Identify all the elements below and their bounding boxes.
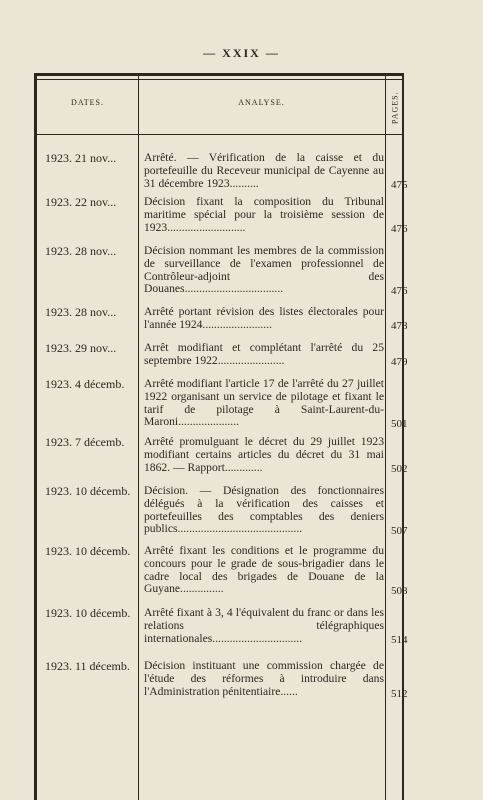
row-date: 1923. 11 décemb.: [45, 659, 130, 673]
row-analysis: Arrêt modifiant et complétant l'arrêté du 25 septembre 1922.......................: [144, 341, 384, 367]
row-date: 1923. 7 décemb.: [45, 435, 125, 449]
row-date: 1923. 21 nov...: [45, 151, 117, 165]
column-header-analyse: ANALYSE.: [238, 98, 285, 107]
row-date: 1923. 10 décemb.: [45, 484, 131, 498]
row-analysis: Décision nommant les membres de la commission de surveillance de l'examen professionnel de Contrôleur-adjoint des Douanes..................................: [144, 244, 384, 296]
row-page: 476: [391, 285, 408, 297]
row-analysis: Décision fixant la composition du Tribunal maritime spécial pour la troisième session de 1923...........................: [144, 195, 384, 234]
row-page: 514: [391, 634, 408, 646]
row-analysis: Décision. — Désignation des fonctionnaires délégués à la vérification des caisses et portefeuilles des comptables des deniers publics...........................................: [144, 484, 384, 536]
row-date: 1923. 10 décemb.: [45, 606, 131, 620]
row-analysis: Arrêté fixant à 3, 4 l'équivalent du franc or dans les relations télégraphiques internationales...............................: [144, 606, 384, 645]
row-analysis: Arrêté modifiant l'article 17 de l'arrêté du 27 juillet 1922 organisant un service de pilotage et fixant le tarif de pilotage à Saint-Laurent-du-Maroni.....................: [144, 377, 384, 429]
row-analysis: Arrêté promulguant le décret du 29 juillet 1923 modifiant certains articles du décret du 31 mai 1862. — Rapport.............: [144, 435, 384, 474]
column-divider-pages: [385, 76, 386, 800]
row-page: 479: [391, 356, 408, 368]
row-page: 512: [391, 688, 408, 700]
page-number: — XXIX —: [203, 46, 280, 60]
row-date: 1923. 10 décemb.: [45, 544, 131, 558]
row-date: 1923. 28 nov...: [45, 305, 117, 319]
row-analysis: Arrêté. — Vérification de la caisse et du portefeuille du Receveur municipal de Cayenne au 31 décembre 1923..........: [144, 151, 384, 190]
header-divider: [37, 134, 402, 135]
row-page: 501: [391, 418, 408, 430]
row-date: 1923. 4 décemb.: [45, 377, 125, 391]
row-date: 1923. 29 nov...: [45, 341, 117, 355]
row-page: 507: [391, 525, 408, 537]
row-analysis: Arrêté fixant les conditions et le programme du concours pour le grade de sous-brigadier dans le cadre local des brigades de Douane de la Guyane...............: [144, 544, 384, 596]
row-page: 476: [391, 223, 408, 235]
table-top-rule: [37, 79, 402, 80]
column-header-pages: PAGES.: [390, 91, 400, 125]
row-page: 478: [391, 320, 408, 332]
row-date: 1923. 22 nov...: [45, 195, 117, 209]
row-page: 475: [391, 179, 408, 191]
column-header-dates: DATES.: [71, 98, 104, 107]
row-analysis: Arrêté portant révision des listes électorales pour l'année 1924........................: [144, 305, 384, 331]
row-analysis: Décision instituant une commission chargée de l'étude des réformes à introduire dans l'Administration pénitentiaire......: [144, 659, 384, 698]
row-page: 502: [391, 463, 408, 475]
index-table: [34, 73, 408, 800]
row-page: 508: [391, 585, 408, 597]
row-date: 1923. 28 nov...: [45, 244, 117, 258]
